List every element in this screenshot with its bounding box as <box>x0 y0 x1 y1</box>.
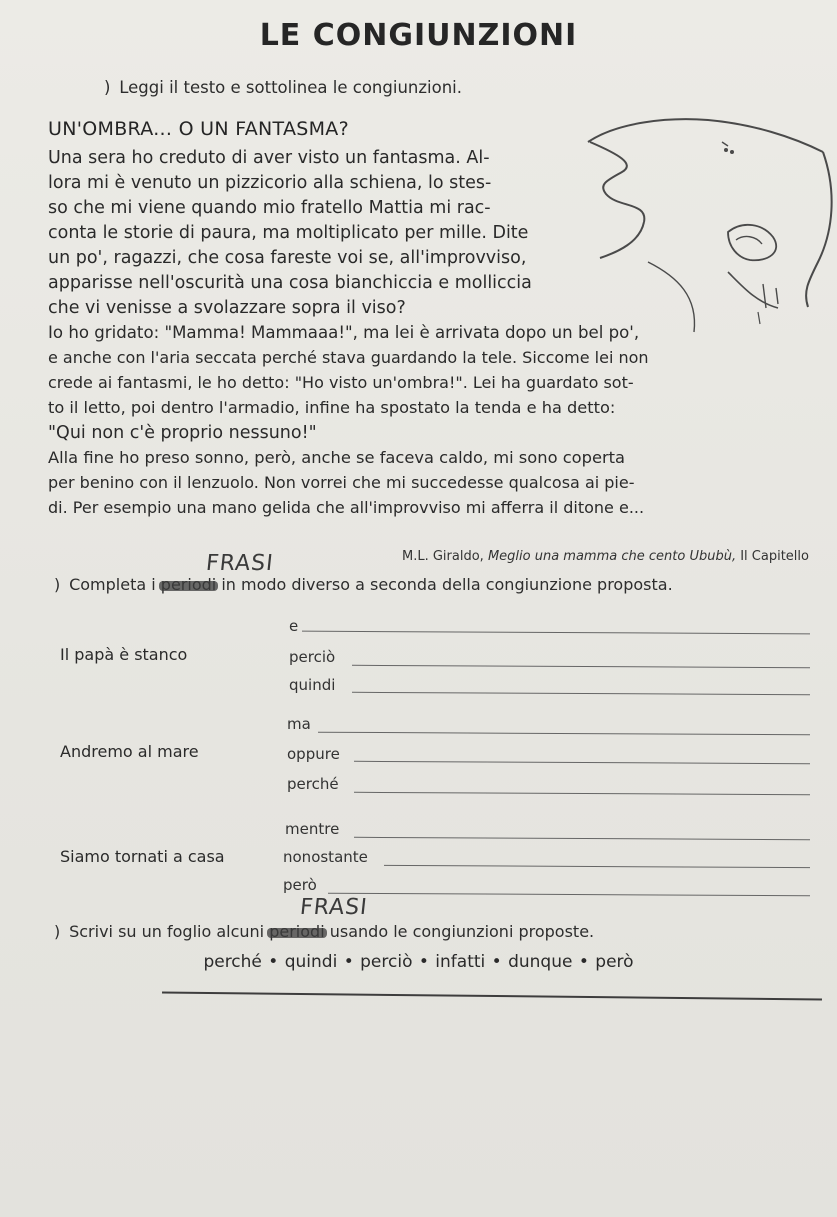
answer-line[interactable] <box>354 792 810 795</box>
answer-line[interactable] <box>384 865 810 868</box>
answer-line[interactable] <box>352 665 810 668</box>
exercise3-instruction <box>54 922 594 941</box>
exercise1-number: ) <box>104 78 111 97</box>
story-line: Io ho gridato: "Mamma! Mammaaa!", ma lei è arrivata dopo un bel po', <box>48 323 640 342</box>
exercise3-text-after: usando le congiunzioni proposte. <box>329 922 595 941</box>
exercise1-instruction <box>104 78 462 97</box>
story-line: "Qui non c'è proprio nessuno!" <box>48 423 317 443</box>
story-line: un po', ragazzi, che cosa fareste voi se, all'improvviso, <box>48 248 527 268</box>
answer-line[interactable] <box>354 837 810 840</box>
struck-word <box>161 575 216 594</box>
struck-word <box>269 922 324 941</box>
exercise3-text-before: Scrivi su un foglio alcuni <box>69 922 265 941</box>
conjunction-label: perciò <box>289 648 336 666</box>
handwritten-correction: FRASI <box>204 551 275 576</box>
exercise1-text: Leggi il testo e sottolinea le congiunzioni. <box>119 78 462 97</box>
conjunction-label: e <box>289 617 299 635</box>
answer-line[interactable] <box>352 692 810 695</box>
story-line: Una sera ho creduto di aver visto un fantasma. Al- <box>48 148 490 168</box>
exercise3-number: ) <box>54 922 61 941</box>
story-line: di. Per esempio una mano gelida che all'improvviso mi afferra il ditone e... <box>48 498 645 517</box>
sentence-start: Il papà è stanco <box>60 645 188 664</box>
source-title: Meglio una mamma che cento Ububù, <box>487 549 737 564</box>
strike-mark <box>267 928 326 938</box>
story-line: che vi venisse a svolazzare sopra il viso? <box>48 298 406 318</box>
writing-line[interactable] <box>162 992 822 1001</box>
conjunction-label: mentre <box>285 820 340 838</box>
source-author: M.L. Giraldo, <box>402 549 484 564</box>
story-line: per benino con il lenzuolo. Non vorrei che mi succedesse qualcosa ai pie- <box>48 473 635 492</box>
answer-line[interactable] <box>302 631 810 635</box>
answer-line[interactable] <box>318 732 810 736</box>
exercise2-text-before: Completa i <box>69 575 156 594</box>
conjunction-label: però <box>283 876 317 894</box>
ghost-sheet-illustration <box>578 112 837 342</box>
exercise2-instruction <box>54 575 673 594</box>
answer-line[interactable] <box>328 893 810 897</box>
story-line: Alla fine ho preso sonno, però, anche se faceva caldo, mi sono coperta <box>48 448 626 467</box>
story-line: e anche con l'aria seccata perché stava guardando la tele. Siccome lei non <box>48 348 649 367</box>
story-line: conta le storie di paura, ma moltiplicato per mille. Dite <box>48 223 529 243</box>
sentence-start: Andremo al mare <box>60 742 199 761</box>
sentence-start: Siamo tornati a casa <box>60 847 225 866</box>
story-source <box>402 549 809 564</box>
source-publisher: Il Capitello <box>740 549 809 564</box>
handwritten-correction: FRASI <box>298 895 369 920</box>
story-title: UN'OMBRA... O UN FANTASMA? <box>48 118 349 140</box>
conjunction-label: perché <box>287 775 339 793</box>
story-line: so che mi viene quando mio fratello Mattia mi rac- <box>48 198 491 218</box>
story-line: lora mi è venuto un pizzicorio alla schiena, lo stes- <box>48 173 492 193</box>
conjunction-word-list: perché • quindi • perciò • infatti • dunque • però <box>203 952 634 972</box>
story-line: crede ai fantasmi, le ho detto: "Ho visto un'ombra!". Lei ha guardato sot- <box>48 373 634 392</box>
conjunction-label: quindi <box>289 676 336 694</box>
story-line: apparisse nell'oscurità una cosa bianchiccia e molliccia <box>48 273 532 293</box>
conjunction-label: oppure <box>287 745 340 763</box>
exercise2-text-after: in modo diverso a seconda della congiunzione proposta. <box>221 575 673 594</box>
page-title: LE CONGIUNZIONI <box>259 18 578 53</box>
conjunction-label: nonostante <box>283 848 368 866</box>
story-line: to il letto, poi dentro l'armadio, infine ha spostato la tenda e ha detto: <box>48 398 616 417</box>
exercise2-number: ) <box>54 575 61 594</box>
conjunction-label: ma <box>287 715 311 733</box>
answer-line[interactable] <box>354 761 810 764</box>
strike-mark <box>159 581 218 591</box>
